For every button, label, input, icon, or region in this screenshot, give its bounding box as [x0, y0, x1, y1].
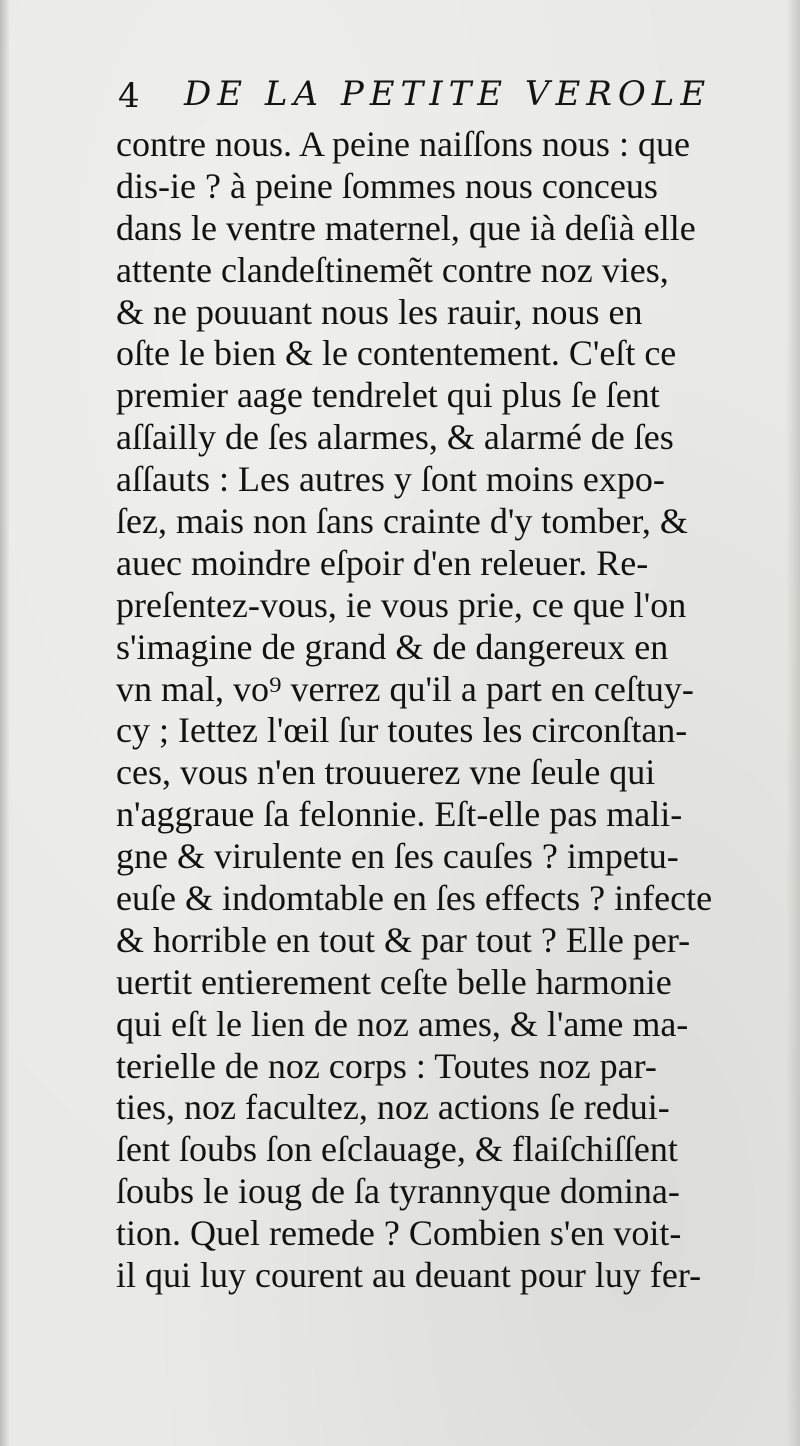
text-line: premier aage tendrelet qui plus ſe ſent — [116, 375, 660, 416]
page-edge-shadow-right — [786, 0, 800, 1446]
text-line: attente clandeſtinemẽt contre noz vies, — [116, 249, 669, 290]
text-line: ces, vous n'en trouuerez vne ſeule qui — [116, 752, 656, 793]
text-line: oſte le bien & le contentement. C'eſt ce — [116, 333, 677, 374]
text-line: contre nous. A peine naiſſons nous : que — [116, 124, 690, 164]
text-line: tion. Quel remede ? Combien s'en voit- — [116, 1213, 682, 1254]
text-line: & horrible en tout & par tout ? Elle per- — [116, 919, 691, 960]
text-line: cy ; Iettez l'œil ſur toutes les circonſtan- — [116, 710, 688, 751]
text-line: & ne pouuant nous les rauir, nous en — [116, 291, 643, 332]
text-line: n'aggraue ſa felonnie. Eſt-elle pas mali- — [116, 794, 683, 835]
text-line: ties, noz facultez, noz actions ſe redui- — [116, 1087, 670, 1128]
text-line: gne & virulente en ſes cauſes ? impetu- — [116, 836, 679, 877]
page-number: 4 — [118, 76, 140, 116]
text-line: s'imagine de grand & de dangereux en — [116, 626, 669, 667]
running-head — [118, 66, 718, 120]
text-line: dans le ventre maternel, que ià deſià elle — [116, 207, 696, 248]
text-line: dis-ie ? à peine ſommes nous conceus — [116, 165, 658, 206]
text-line: preſentez-vous, ie vous prie, ce que l'on — [116, 584, 687, 625]
text-line: ſez, mais non ſans crainte d'y tomber, & — [116, 501, 688, 542]
text-line: qui eſt le lien de noz ames, & l'ame ma- — [116, 1003, 689, 1044]
text-line: aſſauts : Les autres y ſont moins expo- — [116, 459, 665, 500]
text-line: ſoubs le ioug de ſa tyrannyque domina- — [116, 1171, 680, 1212]
page-edge-shadow-left — [0, 0, 10, 1446]
text-line: il qui luy courent au deuant pour luy fer- — [116, 1255, 702, 1296]
text-line: euſe & indomtable en ſes effects ? infecte — [116, 878, 713, 919]
text-line: aſſailly de ſes alarmes, & alarmé de ſes — [116, 417, 674, 458]
text-line: terielle de noz corps : Toutes noz par- — [116, 1045, 657, 1086]
running-head-title: DE LA PETITE VEROLE — [184, 74, 712, 114]
text-line: vn mal, vo⁹ verrez qu'il a part en ceſtuy- — [116, 668, 694, 709]
text-line: uertit entierement ceſte belle harmonie — [116, 961, 672, 1002]
body-text — [116, 124, 766, 1297]
text-line: auec moindre eſpoir d'en releuer. Re- — [116, 542, 649, 583]
text-line: ſent ſoubs ſon eſclauage, & flaiſchiſſent — [116, 1129, 678, 1170]
